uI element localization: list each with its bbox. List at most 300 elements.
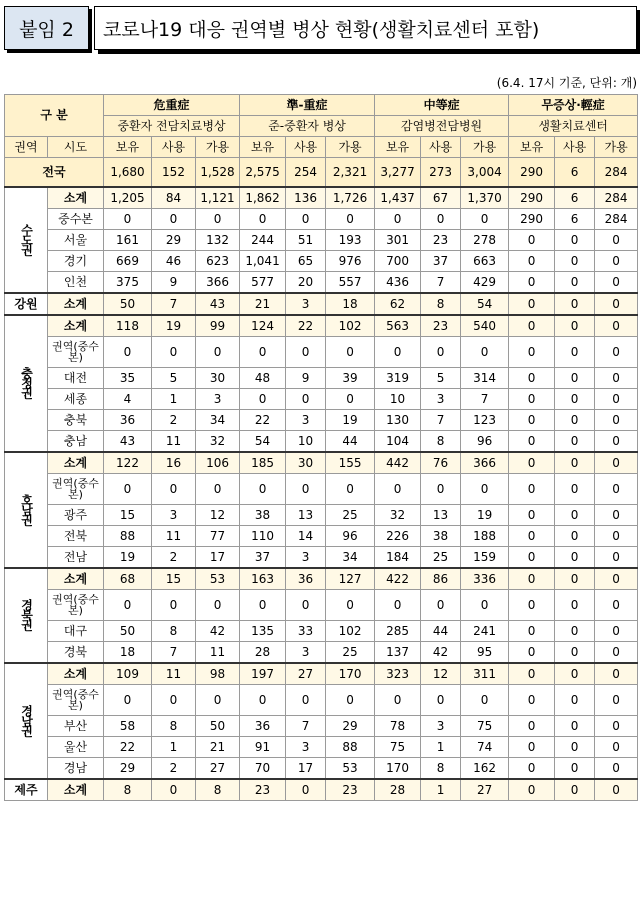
value-cell: 68 <box>104 568 152 590</box>
city-name: 소계 <box>48 187 104 209</box>
table-row <box>5 547 638 569</box>
bed-status-table <box>4 94 638 801</box>
city-name: 부산 <box>48 716 104 737</box>
value-cell: 109 <box>104 663 152 685</box>
value-cell: 3 <box>286 737 326 758</box>
value-cell: 170 <box>326 663 375 685</box>
value-cell: 159 <box>461 547 509 569</box>
value-cell: 0 <box>240 590 286 621</box>
value-cell: 15 <box>104 505 152 526</box>
value-cell: 34 <box>196 410 240 431</box>
value-cell: 540 <box>461 315 509 337</box>
value-cell: 53 <box>326 758 375 780</box>
value-cell: 88 <box>104 526 152 547</box>
value-cell: 84 <box>152 187 196 209</box>
value-cell: 19 <box>104 547 152 569</box>
value-cell: 1 <box>421 737 461 758</box>
value-cell: 12 <box>421 663 461 685</box>
value-cell: 1,205 <box>104 187 152 209</box>
value-cell: 0 <box>326 389 375 410</box>
value-cell: 15 <box>152 568 196 590</box>
value-cell: 290 <box>509 209 555 230</box>
value-cell: 122 <box>104 452 152 474</box>
value-cell: 0 <box>286 389 326 410</box>
value-cell: 0 <box>196 337 240 368</box>
value-cell: 76 <box>421 452 461 474</box>
value-cell: 25 <box>326 505 375 526</box>
value-cell: 0 <box>595 389 638 410</box>
value-cell: 110 <box>240 526 286 547</box>
value-cell: 0 <box>375 474 421 505</box>
value-cell: 0 <box>286 337 326 368</box>
region-name <box>5 315 48 452</box>
value-cell: 50 <box>104 621 152 642</box>
value-cell: 58 <box>104 716 152 737</box>
value-cell: 284 <box>595 158 638 188</box>
value-cell: 1,862 <box>240 187 286 209</box>
value-cell: 0 <box>421 590 461 621</box>
value-cell: 0 <box>152 779 196 801</box>
value-cell: 0 <box>104 590 152 621</box>
value-cell: 22 <box>286 315 326 337</box>
metric-header: 사용 <box>286 137 326 158</box>
value-cell: 366 <box>196 272 240 294</box>
value-cell: 0 <box>595 663 638 685</box>
value-cell: 8 <box>152 716 196 737</box>
value-cell: 0 <box>509 737 555 758</box>
value-cell: 0 <box>152 209 196 230</box>
value-cell: 0 <box>509 431 555 453</box>
value-cell: 185 <box>240 452 286 474</box>
value-cell: 17 <box>196 547 240 569</box>
value-cell: 0 <box>196 474 240 505</box>
value-cell: 3 <box>286 547 326 569</box>
table-row <box>5 337 638 368</box>
value-cell: 39 <box>326 368 375 389</box>
value-cell: 0 <box>555 758 595 780</box>
value-cell: 42 <box>196 621 240 642</box>
value-cell: 23 <box>326 779 375 801</box>
value-cell: 11 <box>152 431 196 453</box>
value-cell: 29 <box>152 230 196 251</box>
group-top-header: 危重症 <box>104 95 240 116</box>
value-cell: 0 <box>326 685 375 716</box>
table-row <box>5 272 638 294</box>
value-cell: 0 <box>555 716 595 737</box>
value-cell: 0 <box>555 230 595 251</box>
value-cell: 48 <box>240 368 286 389</box>
value-cell: 51 <box>286 230 326 251</box>
metric-header: 사용 <box>555 137 595 158</box>
value-cell: 124 <box>240 315 286 337</box>
value-cell: 1,680 <box>104 158 152 188</box>
value-cell: 290 <box>509 158 555 188</box>
value-cell: 67 <box>421 187 461 209</box>
city-name: 권역(중수본) <box>48 685 104 716</box>
group-sub-header: 준-중환자 병상 <box>240 116 375 137</box>
value-cell: 0 <box>375 337 421 368</box>
value-cell: 78 <box>375 716 421 737</box>
region-label: 강원 <box>14 296 38 311</box>
value-cell: 23 <box>421 315 461 337</box>
value-cell: 3 <box>286 293 326 315</box>
value-cell: 0 <box>595 410 638 431</box>
value-cell: 27 <box>196 758 240 780</box>
value-cell: 197 <box>240 663 286 685</box>
value-cell: 0 <box>595 568 638 590</box>
value-cell: 37 <box>421 251 461 272</box>
value-cell: 34 <box>326 547 375 569</box>
value-cell: 0 <box>286 209 326 230</box>
value-cell: 0 <box>286 474 326 505</box>
value-cell: 0 <box>286 779 326 801</box>
table-row <box>5 505 638 526</box>
value-cell: 0 <box>555 505 595 526</box>
group-sub-header: 생활치료센터 <box>509 116 638 137</box>
value-cell: 193 <box>326 230 375 251</box>
value-cell: 0 <box>509 568 555 590</box>
value-cell: 1,370 <box>461 187 509 209</box>
value-cell: 27 <box>461 779 509 801</box>
value-cell: 0 <box>509 685 555 716</box>
value-cell: 9 <box>152 272 196 294</box>
city-name: 소계 <box>48 315 104 337</box>
value-cell: 0 <box>509 621 555 642</box>
region-label: 경북권 <box>19 599 34 629</box>
value-cell: 0 <box>286 685 326 716</box>
value-cell: 54 <box>461 293 509 315</box>
table-row <box>5 230 638 251</box>
value-cell: 557 <box>326 272 375 294</box>
region-col-header: 권역 <box>5 137 48 158</box>
value-cell: 118 <box>104 315 152 337</box>
value-cell: 0 <box>152 337 196 368</box>
region-name <box>5 779 48 801</box>
value-cell: 2,575 <box>240 158 286 188</box>
region-name <box>5 293 48 315</box>
value-cell: 96 <box>461 431 509 453</box>
value-cell: 0 <box>555 737 595 758</box>
annex-label: 붙임 2 <box>4 6 89 50</box>
value-cell: 0 <box>196 685 240 716</box>
value-cell: 136 <box>286 187 326 209</box>
subtotal-row <box>5 779 638 801</box>
value-cell: 0 <box>509 505 555 526</box>
value-cell: 137 <box>375 642 421 664</box>
value-cell: 623 <box>196 251 240 272</box>
city-name: 인천 <box>48 272 104 294</box>
city-col-header: 시도 <box>48 137 104 158</box>
value-cell: 102 <box>326 621 375 642</box>
value-cell: 188 <box>461 526 509 547</box>
value-cell: 16 <box>152 452 196 474</box>
value-cell: 0 <box>326 590 375 621</box>
value-cell: 1 <box>421 779 461 801</box>
value-cell: 226 <box>375 526 421 547</box>
value-cell: 8 <box>421 431 461 453</box>
value-cell: 127 <box>326 568 375 590</box>
value-cell: 0 <box>595 505 638 526</box>
city-name: 광주 <box>48 505 104 526</box>
value-cell: 0 <box>595 685 638 716</box>
value-cell: 95 <box>461 642 509 664</box>
group-sub-header: 중환자 전담치료병상 <box>104 116 240 137</box>
value-cell: 6 <box>555 187 595 209</box>
value-cell: 161 <box>104 230 152 251</box>
unit-note: (6.4. 17시 기준, 단위: 개) <box>496 76 637 90</box>
value-cell: 0 <box>555 590 595 621</box>
value-cell: 25 <box>326 642 375 664</box>
subtotal-row <box>5 663 638 685</box>
value-cell: 0 <box>240 474 286 505</box>
value-cell: 0 <box>240 337 286 368</box>
value-cell: 563 <box>375 315 421 337</box>
division-header: 구 분 <box>5 95 104 137</box>
value-cell: 0 <box>509 337 555 368</box>
value-cell: 44 <box>421 621 461 642</box>
value-cell: 0 <box>509 251 555 272</box>
city-name: 권역(중수본) <box>48 337 104 368</box>
value-cell: 7 <box>152 293 196 315</box>
city-name: 소계 <box>48 452 104 474</box>
value-cell: 88 <box>326 737 375 758</box>
city-name: 대구 <box>48 621 104 642</box>
value-cell: 0 <box>555 431 595 453</box>
value-cell: 28 <box>375 779 421 801</box>
value-cell: 3,004 <box>461 158 509 188</box>
value-cell: 152 <box>152 158 196 188</box>
group-sub-header: 감염병전담병원 <box>375 116 509 137</box>
value-cell: 29 <box>326 716 375 737</box>
city-name: 중수본 <box>48 209 104 230</box>
region-name <box>5 452 48 568</box>
value-cell: 6 <box>555 209 595 230</box>
page-title: 코로나19 대응 권역별 병상 현황(생활치료센터 포함) <box>94 6 637 50</box>
value-cell: 311 <box>461 663 509 685</box>
value-cell: 663 <box>461 251 509 272</box>
value-cell: 0 <box>196 590 240 621</box>
value-cell: 10 <box>375 389 421 410</box>
value-cell: 11 <box>152 526 196 547</box>
value-cell: 0 <box>421 685 461 716</box>
region-label: 충청권 <box>19 367 34 397</box>
value-cell: 1,528 <box>196 158 240 188</box>
metric-header: 가용 <box>196 137 240 158</box>
city-name: 울산 <box>48 737 104 758</box>
value-cell: 32 <box>196 431 240 453</box>
value-cell: 102 <box>326 315 375 337</box>
value-cell: 301 <box>375 230 421 251</box>
value-cell: 0 <box>555 293 595 315</box>
value-cell: 0 <box>595 547 638 569</box>
value-cell: 0 <box>555 410 595 431</box>
value-cell: 0 <box>595 474 638 505</box>
value-cell: 0 <box>595 293 638 315</box>
value-cell: 96 <box>326 526 375 547</box>
value-cell: 1,437 <box>375 187 421 209</box>
value-cell: 4 <box>104 389 152 410</box>
value-cell: 0 <box>375 590 421 621</box>
value-cell: 36 <box>240 716 286 737</box>
value-cell: 54 <box>240 431 286 453</box>
value-cell: 0 <box>375 209 421 230</box>
region-label: 수도권 <box>19 223 34 254</box>
value-cell: 170 <box>375 758 421 780</box>
value-cell: 135 <box>240 621 286 642</box>
city-name: 전북 <box>48 526 104 547</box>
value-cell: 2 <box>152 547 196 569</box>
value-cell: 0 <box>555 779 595 801</box>
value-cell: 44 <box>326 431 375 453</box>
table-row <box>5 209 638 230</box>
value-cell: 323 <box>375 663 421 685</box>
table-row <box>5 758 638 780</box>
value-cell: 30 <box>196 368 240 389</box>
value-cell: 0 <box>595 337 638 368</box>
value-cell: 3 <box>286 410 326 431</box>
value-cell: 20 <box>286 272 326 294</box>
value-cell: 1,726 <box>326 187 375 209</box>
table-row <box>5 389 638 410</box>
value-cell: 0 <box>555 526 595 547</box>
value-cell: 6 <box>555 158 595 188</box>
table-row <box>5 685 638 716</box>
value-cell: 99 <box>196 315 240 337</box>
value-cell: 0 <box>104 337 152 368</box>
value-cell: 21 <box>196 737 240 758</box>
table-row <box>5 474 638 505</box>
value-cell: 0 <box>595 368 638 389</box>
value-cell: 0 <box>326 337 375 368</box>
value-cell: 23 <box>240 779 286 801</box>
value-cell: 0 <box>421 209 461 230</box>
value-cell: 429 <box>461 272 509 294</box>
value-cell: 8 <box>152 621 196 642</box>
table-row <box>5 431 638 453</box>
value-cell: 30 <box>286 452 326 474</box>
metric-header: 보유 <box>375 137 421 158</box>
value-cell: 130 <box>375 410 421 431</box>
value-cell: 1 <box>152 389 196 410</box>
city-name: 소계 <box>48 568 104 590</box>
value-cell: 0 <box>555 568 595 590</box>
value-cell: 0 <box>555 389 595 410</box>
value-cell: 0 <box>326 209 375 230</box>
value-cell: 0 <box>595 642 638 664</box>
national-total-row <box>5 158 638 188</box>
value-cell: 700 <box>375 251 421 272</box>
table-row <box>5 642 638 664</box>
value-cell: 0 <box>152 590 196 621</box>
value-cell: 162 <box>461 758 509 780</box>
value-cell: 7 <box>421 272 461 294</box>
city-name: 대전 <box>48 368 104 389</box>
value-cell: 0 <box>595 621 638 642</box>
value-cell: 577 <box>240 272 286 294</box>
table-row <box>5 737 638 758</box>
table-body <box>5 95 638 801</box>
value-cell: 38 <box>421 526 461 547</box>
value-cell: 19 <box>461 505 509 526</box>
city-name: 경남 <box>48 758 104 780</box>
value-cell: 132 <box>196 230 240 251</box>
value-cell: 5 <box>152 368 196 389</box>
value-cell: 0 <box>555 251 595 272</box>
subtotal-row <box>5 187 638 209</box>
value-cell: 436 <box>375 272 421 294</box>
metric-header: 사용 <box>421 137 461 158</box>
value-cell: 11 <box>152 663 196 685</box>
value-cell: 669 <box>104 251 152 272</box>
value-cell: 98 <box>196 663 240 685</box>
value-cell: 0 <box>509 716 555 737</box>
value-cell: 22 <box>240 410 286 431</box>
value-cell: 29 <box>104 758 152 780</box>
value-cell: 273 <box>421 158 461 188</box>
value-cell: 8 <box>421 293 461 315</box>
value-cell: 0 <box>509 389 555 410</box>
metric-header: 보유 <box>104 137 152 158</box>
value-cell: 0 <box>461 337 509 368</box>
value-cell: 3,277 <box>375 158 421 188</box>
table-row <box>5 590 638 621</box>
value-cell: 0 <box>555 642 595 664</box>
value-cell: 184 <box>375 547 421 569</box>
value-cell: 241 <box>461 621 509 642</box>
value-cell: 0 <box>555 621 595 642</box>
metric-header: 사용 <box>152 137 196 158</box>
value-cell: 0 <box>421 337 461 368</box>
metric-header: 가용 <box>461 137 509 158</box>
value-cell: 22 <box>104 737 152 758</box>
value-cell: 163 <box>240 568 286 590</box>
value-cell: 0 <box>555 272 595 294</box>
value-cell: 7 <box>461 389 509 410</box>
city-name: 소계 <box>48 779 104 801</box>
value-cell: 106 <box>196 452 240 474</box>
table-row <box>5 368 638 389</box>
value-cell: 285 <box>375 621 421 642</box>
city-name: 경기 <box>48 251 104 272</box>
city-name: 충북 <box>48 410 104 431</box>
value-cell: 14 <box>286 526 326 547</box>
city-name: 권역(중수본) <box>48 590 104 621</box>
value-cell: 0 <box>509 758 555 780</box>
value-cell: 0 <box>240 209 286 230</box>
value-cell: 70 <box>240 758 286 780</box>
value-cell: 3 <box>421 389 461 410</box>
value-cell: 155 <box>326 452 375 474</box>
metric-header: 보유 <box>509 137 555 158</box>
city-name: 전남 <box>48 547 104 569</box>
city-name: 소계 <box>48 293 104 315</box>
region-name <box>5 663 48 779</box>
value-cell: 91 <box>240 737 286 758</box>
value-cell: 8 <box>196 779 240 801</box>
value-cell: 75 <box>375 737 421 758</box>
value-cell: 0 <box>326 474 375 505</box>
table-row <box>5 716 638 737</box>
value-cell: 0 <box>595 590 638 621</box>
value-cell: 366 <box>461 452 509 474</box>
subtotal-row <box>5 568 638 590</box>
value-cell: 21 <box>240 293 286 315</box>
value-cell: 7 <box>421 410 461 431</box>
value-cell: 0 <box>595 272 638 294</box>
city-name: 권역(중수본) <box>48 474 104 505</box>
value-cell: 0 <box>104 474 152 505</box>
metric-header: 가용 <box>326 137 375 158</box>
